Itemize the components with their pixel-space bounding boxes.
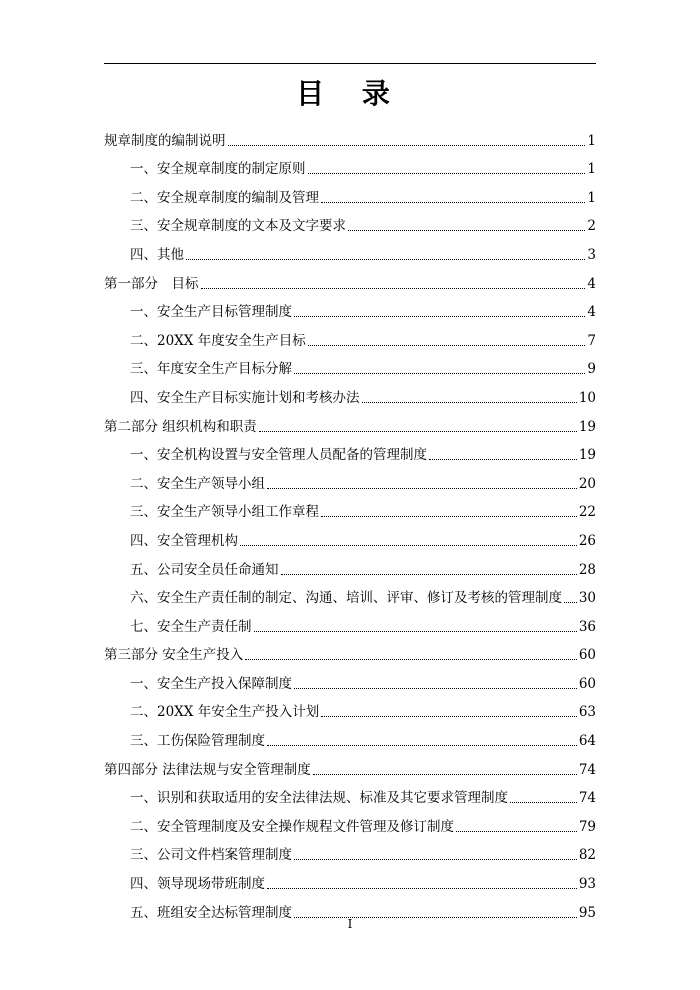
toc-entry[interactable]	[104, 178, 596, 207]
toc-entry-label: 四、安全生产目标实施计划和考核办法	[130, 389, 360, 406]
toc-entry[interactable]	[104, 807, 596, 836]
toc-entry[interactable]	[104, 293, 596, 322]
toc-entry[interactable]	[104, 493, 596, 522]
toc-entry-page: 3	[587, 246, 596, 263]
toc-entry-page: 4	[587, 275, 596, 292]
dot-leader	[348, 230, 585, 231]
toc-entry-label: 六、安全生产责任制的制定、沟通、培训、评审、修订及考核的管理制度	[130, 590, 562, 607]
dot-leader	[267, 888, 577, 889]
toc-entry[interactable]	[104, 664, 596, 693]
toc-entry-page: 93	[578, 876, 596, 893]
toc-entry-page: 19	[578, 418, 596, 435]
toc-entry-label: 二、20XX 年度安全生产目标	[130, 332, 306, 349]
toc-entry[interactable]	[104, 636, 596, 665]
toc-entry-page: 63	[578, 704, 596, 721]
dot-leader	[281, 574, 577, 575]
toc-entry-page: 79	[578, 818, 596, 835]
dot-leader	[228, 145, 586, 146]
toc-entry[interactable]	[104, 264, 596, 293]
toc-entry-label: 三、安全生产领导小组工作章程	[130, 504, 319, 521]
toc-entry-label: 三、安全规章制度的文本及文字要求	[130, 218, 346, 235]
toc-entry-page: 10	[578, 389, 596, 406]
toc-entry[interactable]	[104, 150, 596, 179]
dot-leader	[321, 716, 577, 717]
toc-entry[interactable]	[104, 521, 596, 550]
toc-entry-page: 36	[578, 618, 596, 635]
toc-entry-label: 二、安全管理制度及安全操作规程文件管理及修订制度	[130, 818, 454, 835]
toc-entry[interactable]	[104, 721, 596, 750]
dot-leader	[321, 202, 585, 203]
toc-entry-label: 四、其他	[130, 246, 184, 263]
toc-entry-label: 一、安全生产投入保障制度	[130, 675, 292, 692]
toc-entry-label: 五、公司安全员任命通知	[130, 561, 279, 578]
toc-entry[interactable]	[104, 550, 596, 579]
toc-entry[interactable]	[104, 864, 596, 893]
toc-entry-page: 4	[587, 304, 596, 321]
toc-entry[interactable]	[104, 750, 596, 779]
toc-entry-page: 60	[578, 675, 596, 692]
toc-entry[interactable]	[104, 579, 596, 608]
dot-leader	[294, 316, 585, 317]
dot-leader	[294, 688, 577, 689]
toc-entry[interactable]	[104, 378, 596, 407]
toc-entry-page: 30	[578, 590, 596, 607]
toc-entry-label: 七、安全生产责任制	[130, 618, 252, 635]
dot-leader	[308, 345, 586, 346]
toc-entry-label: 三、公司文件档案管理制度	[130, 847, 292, 864]
page-title: 目 录	[296, 77, 404, 110]
toc-entry[interactable]	[104, 121, 596, 150]
table-of-contents	[104, 121, 596, 922]
toc-entry-label: 二、安全生产领导小组	[130, 475, 265, 492]
toc-entry-page: 74	[578, 761, 596, 778]
toc-entry-label: 二、安全规章制度的编制及管理	[130, 189, 319, 206]
dot-leader	[313, 774, 577, 775]
toc-entry-page: 2	[587, 218, 596, 235]
dot-leader	[294, 373, 585, 374]
toc-entry[interactable]	[104, 436, 596, 465]
dot-leader	[510, 802, 577, 803]
toc-entry-page: 26	[578, 532, 596, 549]
toc-entry[interactable]	[104, 693, 596, 722]
toc-entry-page: 74	[578, 790, 596, 807]
dot-leader	[456, 831, 577, 832]
toc-entry-label: 第四部分 法律法规与安全管理制度	[104, 761, 311, 778]
toc-entry-label: 二、20XX 年安全生产投入计划	[130, 704, 320, 721]
dot-leader	[240, 545, 577, 546]
toc-entry-page: 82	[578, 847, 596, 864]
toc-entry-page: 1	[587, 161, 596, 178]
header-rule	[104, 63, 596, 64]
toc-entry[interactable]	[104, 607, 596, 636]
toc-entry-page: 28	[578, 561, 596, 578]
dot-leader	[186, 259, 585, 260]
toc-entry-label: 五、班组安全达标管理制度	[130, 904, 292, 921]
toc-entry-label: 第三部分 安全生产投入	[104, 647, 244, 664]
dot-leader	[201, 288, 586, 289]
toc-entry-page: 64	[578, 733, 596, 750]
toc-entry-label: 第一部分 目标	[104, 275, 199, 292]
toc-entry-label: 一、识别和获取适用的安全法律法规、标准及其它要求管理制度	[130, 790, 508, 807]
dot-leader	[254, 631, 577, 632]
toc-entry[interactable]	[104, 464, 596, 493]
toc-entry-page: 1	[587, 132, 596, 149]
toc-entry-label: 三、年度安全生产目标分解	[130, 361, 292, 378]
toc-entry[interactable]	[104, 779, 596, 808]
dot-leader	[245, 659, 577, 660]
toc-entry-label: 一、安全机构设置与安全管理人员配备的管理制度	[130, 447, 427, 464]
toc-entry-label: 一、安全生产目标管理制度	[130, 304, 292, 321]
dot-leader	[267, 488, 577, 489]
toc-entry-label: 第二部分 组织机构和职责	[104, 418, 257, 435]
toc-entry-page: 95	[578, 904, 596, 921]
toc-entry-page: 60	[578, 647, 596, 664]
toc-entry-page: 9	[587, 361, 596, 378]
toc-entry-label: 三、工伤保险管理制度	[130, 733, 265, 750]
toc-entry[interactable]	[104, 836, 596, 865]
toc-entry[interactable]	[104, 207, 596, 236]
toc-entry[interactable]	[104, 235, 596, 264]
toc-entry-page: 7	[587, 332, 596, 349]
toc-entry-label: 四、领导现场带班制度	[130, 876, 265, 893]
toc-entry[interactable]	[104, 321, 596, 350]
dot-leader	[259, 431, 577, 432]
dot-leader	[308, 173, 586, 174]
dot-leader	[429, 459, 577, 460]
toc-entry[interactable]	[104, 350, 596, 379]
toc-entry-page: 19	[578, 447, 596, 464]
toc-entry-label: 四、安全管理机构	[130, 532, 238, 549]
dot-leader	[294, 859, 577, 860]
toc-entry-page: 22	[578, 504, 596, 521]
toc-entry-page: 20	[578, 475, 596, 492]
toc-entry-label: 规章制度的编制说明	[104, 132, 226, 149]
toc-entry-label: 一、安全规章制度的制定原则	[130, 161, 306, 178]
toc-entry-page: 1	[587, 189, 596, 206]
dot-leader	[267, 745, 577, 746]
page-number: I	[347, 917, 353, 931]
dot-leader	[321, 516, 577, 517]
dot-leader	[362, 402, 577, 403]
toc-entry[interactable]	[104, 407, 596, 436]
dot-leader	[564, 602, 577, 603]
